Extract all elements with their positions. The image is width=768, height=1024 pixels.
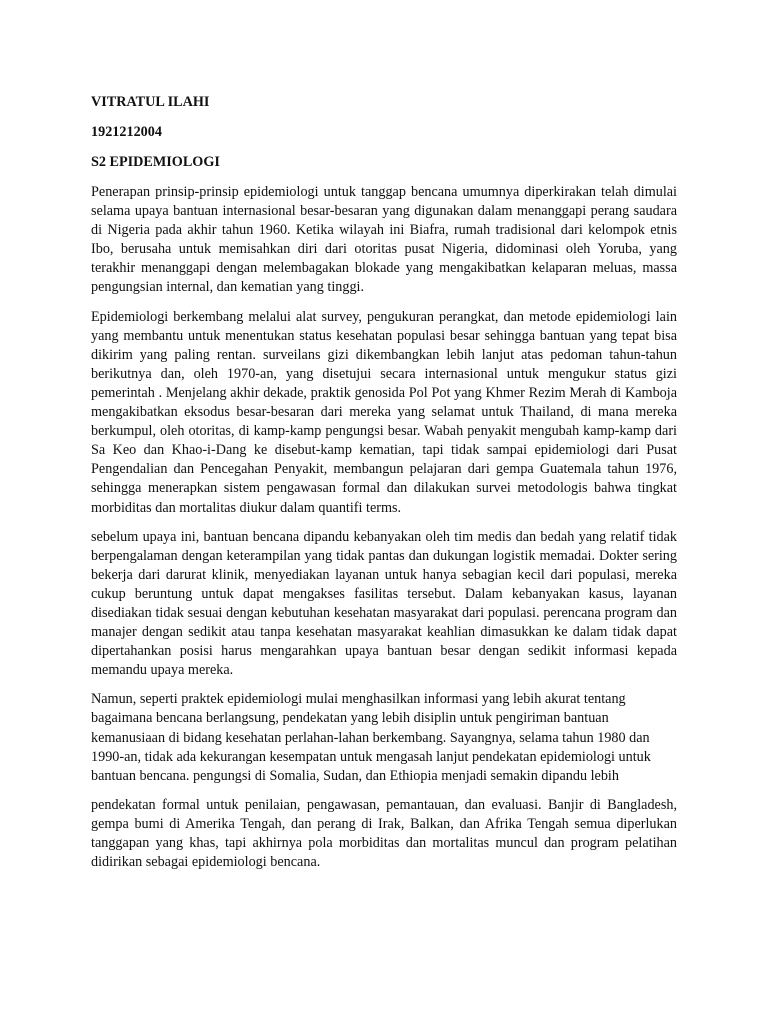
paragraph: Epidemiologi berkembang melalui alat survey, pengukuran perangkat, dan metode epidemiologi lain yang membantu untuk menentukan status kesehatan populasi besar sehingga bantuan yang tepat bisa dikirim yang paling rentan. surveilans gizi dikembangkan lebih lanjut atas pedoman tahun-tahun berikutnya dan, oleh 1970-an, yang disetujui secara internasional untuk mengukur status gizi pemerintah . Menjelang akhir dekade, praktik genosida Pol Pot yang Khmer Rezim Merah di Kamboja mengakibatkan eksodus besar-besaran dari mereka yang selamat untuk Thailand, di mana mereka berkumpul, oleh otoritas, di kamp-kamp pengungsi besar. Wabah penyakit mengubah kamp-kamp dari Sa Keo dan Khao-i-Dang ke disebut-kamp kematian, tapi tidak sampai epidemiologi dari Pusat Pengendalian dan Pencegahan Penyakit, membangun pelajaran dari gempa Guatemala tahun 1976, sehingga menerapkan sistem pengawasan formal dan dilakukan survei metodologis bahwa tingkat morbiditas dan mortalitas diukur dalam quantifi terms.: [91, 308, 677, 516]
student-id: 1921212004: [91, 124, 162, 140]
paragraph: sebelum upaya ini, bantuan bencana dipandu kebanyakan oleh tim medis dan bedah yang relatif tidak berpengalaman dengan keterampilan yang tidak pantas dan dukungan logistik memadai. Dokter sering bekerja dari darurat klinik, menyediakan layanan untuk hanya sebagian kecil dari populasi, mereka cukup beruntung untuk dapat mengakses fasilitas tersebut. Dalam kebanyakan kasus, layanan disediakan tidak sesuai dengan kebutuhan kesehatan masyarakat dari populasi. perencana program dan manajer dengan sedikit atau tanpa kesehatan masyarakat keahlian dimasukkan ke dalam tidak dapat dipertahankan posisi harus mengarahkan upaya bantuan besar dengan sedikit informasi kepada memandu upaya mereka.: [91, 528, 677, 679]
program-title: S2 EPIDEMIOLOGI: [91, 154, 220, 170]
author-name: VITRATUL ILAHI: [91, 94, 210, 110]
document-page: [91, 93, 677, 882]
paragraph: pendekatan formal untuk penilaian, pengawasan, pemantauan, dan evaluasi. Banjir di Bangladesh, gempa bumi di Amerika Tengah, dan perang di Irak, Balkan, dan Afrika Tengah semua diperlukan tanggapan yang khas, tapi akhirnya pola morbiditas dan mortalitas muncul dan program pelatihan didirikan sebagai epidemiologi bencana.: [91, 796, 677, 871]
paragraph: Penerapan prinsip-prinsip epidemiologi untuk tanggap bencana umumnya diperkirakan telah dimulai selama upaya bantuan internasional besar-besaran yang digunakan dalam menanggapi perang saudara di Nigeria pada akhir tahun 1960. Ketika wilayah ini Biafra, rumah tradisional dari kelompok etnis Ibo, berusaha untuk memisahkan diri dari otoritas pusat Nigeria, didominasi oleh Yoruba, yang terakhir menanggapi dengan melembagakan blokade yang mengakibatkan kelaparan meluas, massa pengungsian internal, dan kematian yang tinggi.: [91, 184, 677, 296]
paragraph: Namun, seperti praktek epidemiologi mulai menghasilkan informasi yang lebih akurat tentang bagaimana bencana berlangsung, pendekatan yang lebih disiplin untuk pengiriman bantuan kemanusiaan di bidang kesehatan perlahan-lahan berkembang. Sayangnya, selama tahun 1980 dan 1990-an, tidak ada kekurangan kesempatan untuk mengasah lanjut pendekatan epidemiologi untuk bantuan bencana. pengungsi di Somalia, Sudan, dan Ethiopia menjadi semakin dipandu lebih: [91, 691, 651, 784]
